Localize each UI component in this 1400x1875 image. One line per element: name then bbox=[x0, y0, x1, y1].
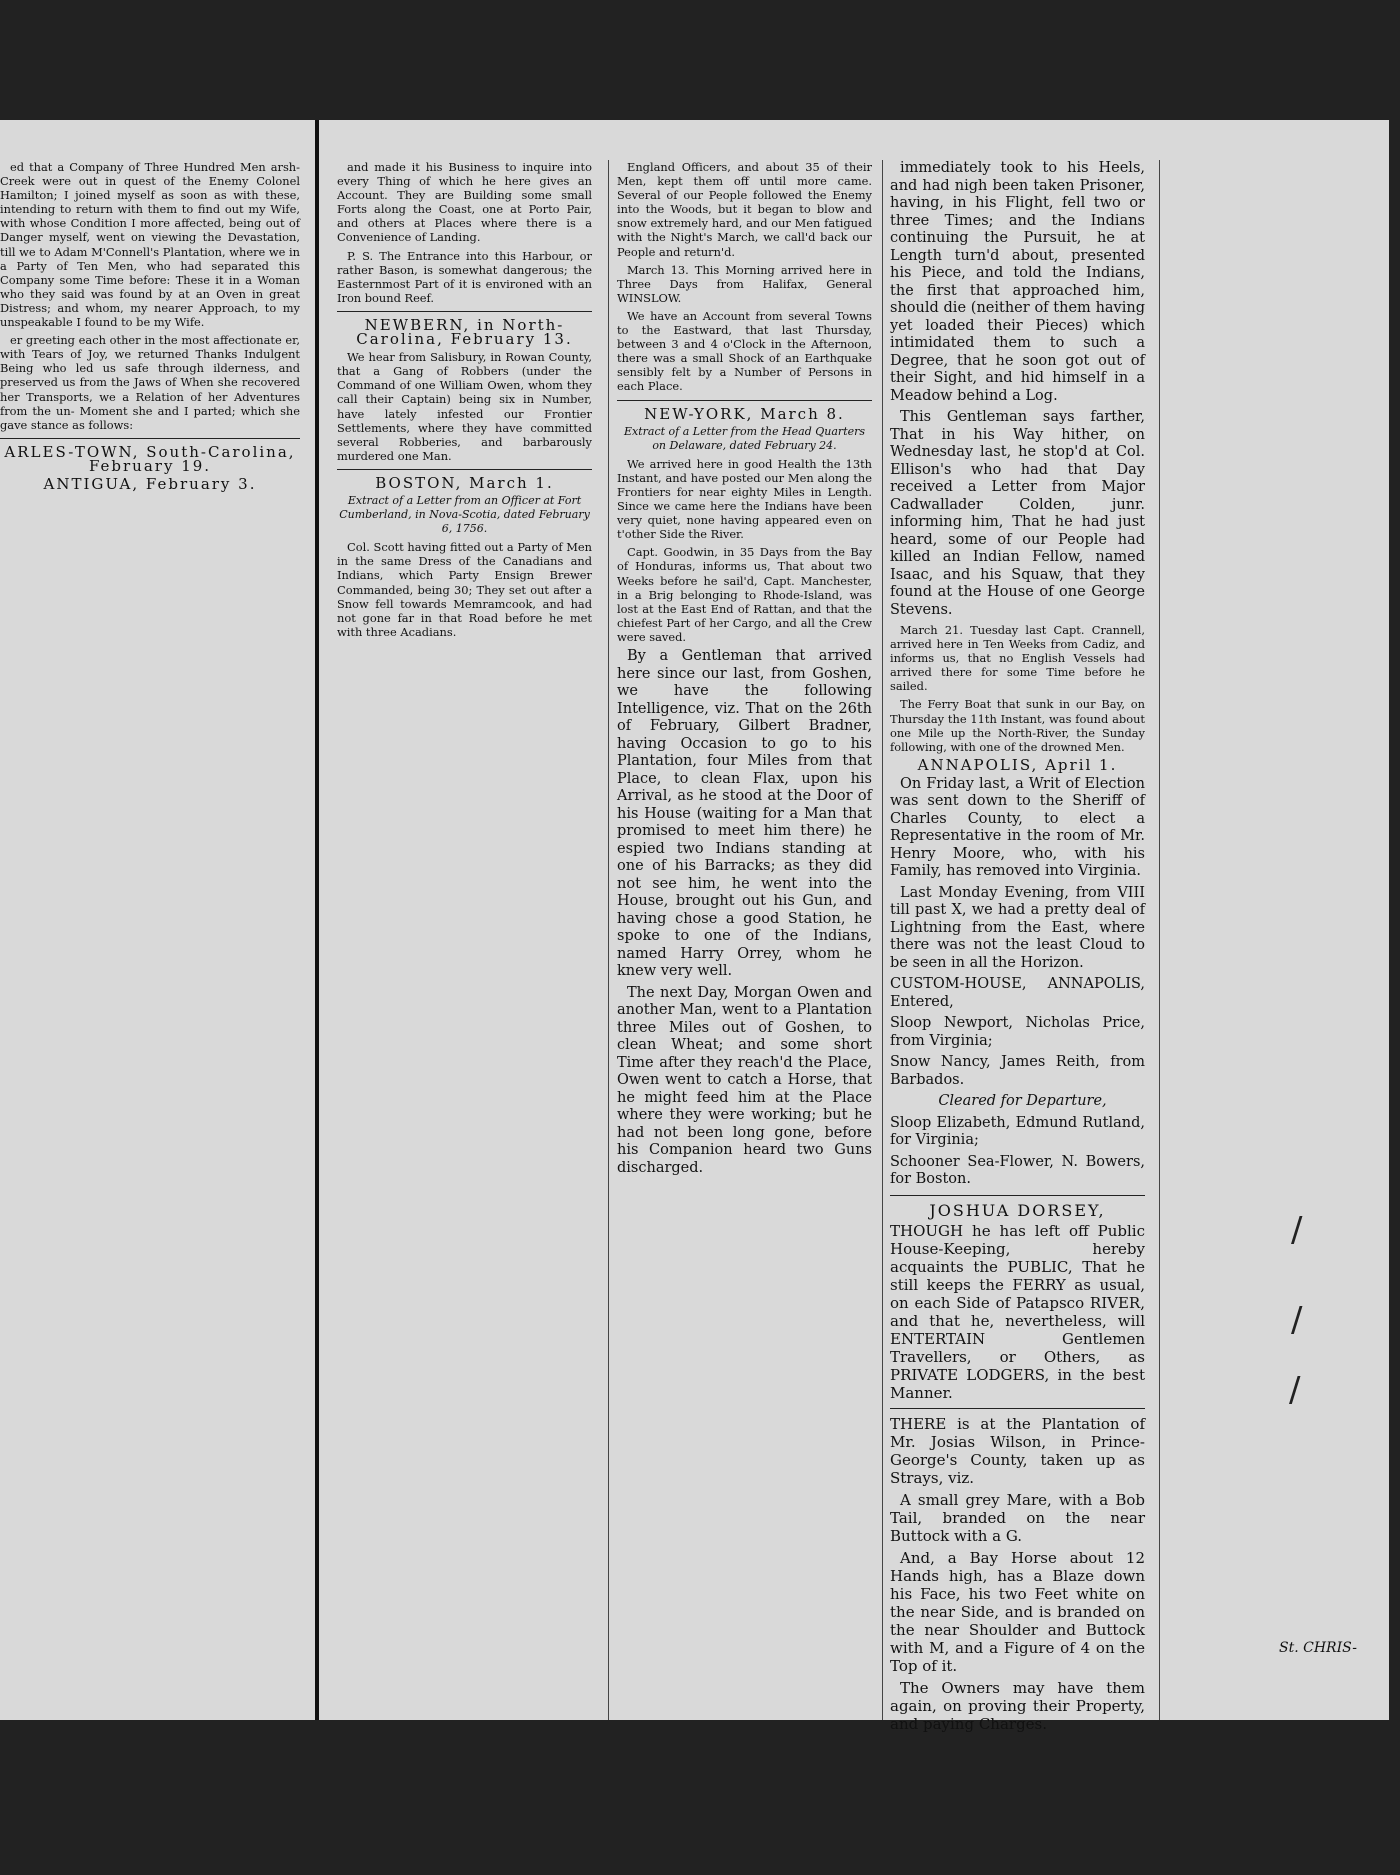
left-page bbox=[0, 120, 315, 1720]
divider-rule bbox=[890, 1195, 1145, 1196]
article-text: and made it his Business to inquire into every Thing of which he here gives an Account. They are Building some small Forts along the Coast, one at Porto Pair, and others at Places where there is a Convenience of Landing. bbox=[337, 160, 592, 245]
ad-item: And, a Bay Horse about 12 Hands high, has a Blaze down his Face, his two Feet white on the near Side, and is branded on the near Shoulder and Buttock with M, and a Figure of 4 on the Top of it. bbox=[890, 1549, 1145, 1676]
right-page bbox=[315, 120, 1389, 1734]
article-text: Last Monday Evening, from VIII till past X, we had a pretty deal of Lightning from the East, where there was not the least Cloud to be seen in all the Horizon. bbox=[890, 884, 1145, 971]
article-text: Col. Scott having fitted out a Party of Men in the same Dress of the Canadians and Indians, which Party Ensign Brewer Commanded, being 30; They set out after a Snow fell towards Memramcook, and had not gone far in that Road before he met with three Acadians. bbox=[337, 540, 592, 639]
column-divider bbox=[608, 160, 609, 1720]
article-text: The Ferry Boat that sunk in our Bay, on Thursday the 11th Instant, was found about one Mile up the North-River, the Sunday following, with one of the drowned Men. bbox=[890, 697, 1145, 754]
handwritten-mark: / bbox=[1291, 1300, 1303, 1340]
catchword: St. CHRIS- bbox=[1279, 1640, 1357, 1656]
cleared-vessel: Sloop Elizabeth, Edmund Rutland, for Virginia; bbox=[890, 1114, 1145, 1149]
left-paragraph: er greeting each other in the most affectionate er, with Tears of Joy, we returned Thanks Indulgent Being who led us safe through ilderness, and preserved us from the Jaws of When she recovered her Transports, we a Relation of her Adventures from the un- Moment she and I parted; which she gave stance as follows: bbox=[0, 333, 300, 432]
handwritten-mark: / bbox=[1289, 1370, 1301, 1410]
divider-rule bbox=[890, 1408, 1145, 1409]
article-text: immediately took to his Heels, and had nigh been taken Prisoner, having, in his Flight, fell two or three Times; and the Indians continuing the Pursuit, he at Length turn'd about, presented his Piece, and told the Indians, the first that approached him, should die (neither of them having yet loaded their Pieces) which intimidated them to such a Degree, that he soon got out of their Sight, and hid himself in a Meadow behind a Log. bbox=[890, 160, 1145, 404]
extract-heading: Extract of a Letter from the Head Quarters on Delaware, dated February 24. bbox=[623, 424, 866, 452]
divider-rule bbox=[337, 469, 592, 470]
customs-heading: CUSTOM-HOUSE, ANNAPOLIS, Entered, bbox=[890, 976, 1145, 1010]
entered-vessel: Sloop Newport, Nicholas Price, from Virginia; bbox=[890, 1015, 1145, 1049]
column-divider bbox=[1159, 160, 1160, 1720]
article-text: We arrived here in good Health the 13th Instant, and have posted our Men along the Frontiers for near eighty Miles in Length. Since we came here the Indians have been very quiet, none having appeared even on t'other Side the River. bbox=[617, 456, 872, 542]
article-text: Capt. Goodwin, in 35 Days from the Bay of Honduras, informs us, That about two Weeks before he sail'd, Capt. Manchester, in a Brig belonging to Rhode-Island, was lost at the East End of Rattan, and that the chiefest Part of her Cargo, and all the Crew were saved. bbox=[617, 545, 872, 644]
article-text: This Gentleman says farther, That in his Way hither, on Wednesday last, he stop'd at Col. Ellison's who had that Day received a Letter from Major Cadwallader Colden, junr. informing him, That he had just heard, some of our People had killed an Indian Fellow, named Isaac, and his Squaw, that they found at the House of one George Stevens. bbox=[890, 409, 1145, 618]
article-text: England Officers, and about 35 of their Men, kept them off until more came. Several of our People followed the Enemy into the Woods, but it began to blow and snow extremely hard, and our Men fatigued with the Night's March, we call'd back our People and return'd. bbox=[617, 160, 872, 259]
article-text: March 13. This Morning arrived here in Three Days from Halifax, General WINSLOW. bbox=[617, 262, 872, 305]
column-a bbox=[337, 160, 592, 643]
column-b bbox=[617, 160, 872, 1181]
divider-rule bbox=[0, 438, 300, 439]
ad-text: THERE is at the Plantation of Mr. Josias Wilson, in Prince-George's County, taken up as Strays, viz. bbox=[890, 1415, 1145, 1488]
dateline-newbern: NEWBERN, in North-Carolina, February 13. bbox=[356, 315, 573, 349]
handwritten-mark: / bbox=[1291, 1210, 1303, 1250]
divider-rule bbox=[617, 400, 872, 401]
article-text: By a Gentleman that arrived here since our last, from Goshen, we have the following Intelligence, viz. That on the 26th of February, Gilbert Bradner, having Occasion to go to his Plantation, four Miles from that Place, to clean Flax, upon his Arrival, as he stood at the Door of his House (waiting for a Man that promised to meet him there) he espied two Indians standing at one of his Barracks; as they did not see him, he went into the House, brought out his Gun, and having chose a good Station, he spoke to one of the Indians, named Harry Orrey, whom he knew very well. bbox=[617, 648, 872, 979]
dateline-boston: BOSTON, March 1. bbox=[375, 473, 554, 492]
cleared-vessel: Schooner Sea-Flower, N. Bowers, for Boston. bbox=[890, 1153, 1145, 1188]
column-c bbox=[890, 160, 1145, 1737]
article-text: We hear from Salisbury, in Rowan County, that a Gang of Robbers (under the Command of one William Owen, whom they call their Captain) being six in Number, have lately infested our Frontier Settlements, where they have committed several Robberies, and barbarously murdered one Man. bbox=[337, 350, 592, 463]
article-text: The next Day, Morgan Owen and another Man, went to a Plantation three Miles out of Goshen, to clean Wheat; and some short Time after they reach'd the Place, Owen went to catch a Horse, that he might feed him at the Place where they were working; but he had not been long gone, before his Companion heard two Guns discharged. bbox=[617, 984, 872, 1176]
ad-text: THOUGH he has left off Public House-Keeping, hereby acquaints the PUBLIC, That he still keeps the FERRY as usual, on each Side of Patapsco RIVER, and that he, nevertheless, will ENTERTAIN Gentlemen Travellers, or Others, as PRIVATE LODGERS, in the best Manner. bbox=[890, 1222, 1145, 1403]
ad-title: JOSHUA DORSEY, bbox=[929, 1200, 1106, 1220]
postscript-text: P. S. The Entrance into this Harbour, or rather Bason, is somewhat dangerous; the Easternmost Part of it is environed with an Iron bound Reef. bbox=[337, 248, 592, 305]
entered-vessel: Snow Nancy, James Reith, from Barbados. bbox=[890, 1054, 1145, 1088]
divider-rule bbox=[337, 311, 592, 312]
extract-heading: Extract of a Letter from an Officer at Fort Cumberland, in Nova-Scotia, dated February 6, 1756. bbox=[339, 493, 590, 536]
dateline-antigua: ANTIGUA, February 3. bbox=[43, 474, 257, 493]
ad-item: A small grey Mare, with a Bob Tail, branded on the near Buttock with a G. bbox=[890, 1491, 1145, 1546]
article-text: We have an Account from several Towns to the Eastward, that last Thursday, between 3 and 4 o'Clock in the Afternoon, there was a small Shock of an Earthquake sensibly felt by a Number of Persons in each Place. bbox=[617, 308, 872, 394]
ad-item: The Owners may have them again, on proving their Property, and paying Charges. bbox=[890, 1679, 1145, 1734]
article-text: March 21. Tuesday last Capt. Crannell, arrived here in Ten Weeks from Cadiz, and informs us, that no English Vessels had arrived there for some Time before he sailed. bbox=[890, 623, 1145, 694]
dateline-annapolis: ANNAPOLIS, April 1. bbox=[917, 755, 1118, 774]
article-text: On Friday last, a Writ of Election was sent down to the Sheriff of Charles County, to elect a Representative in the room of Mr. Henry Moore, who, with his Family, has removed into Virginia. bbox=[890, 775, 1145, 880]
dateline-newyork: NEW-YORK, March 8. bbox=[644, 404, 845, 423]
left-paragraph: ed that a Company of Three Hundred Men arsh-Creek were out in quest of the Enemy Colonel Hamilton; I joined myself as soon as with these, intending to return with them to find out my Wife, with whose Condition I more affected, being out of Danger myself, went on viewing the Devastation, till we to Adam M'Connell's Plantation, where we in a Party of Ten Men, who had separated this Company some Time before: These it in a Woman who they said was found by at an Oven in great Distress; and whom, my nearer Approach, to my unspeakable I found to be my Wife. bbox=[0, 160, 300, 330]
cleared-heading: Cleared for Departure, bbox=[938, 1093, 1107, 1110]
column-divider bbox=[882, 160, 883, 1720]
left-column bbox=[0, 160, 300, 495]
dateline-charlestown: ARLES-TOWN, South-Carolina, February 19. bbox=[4, 442, 296, 475]
